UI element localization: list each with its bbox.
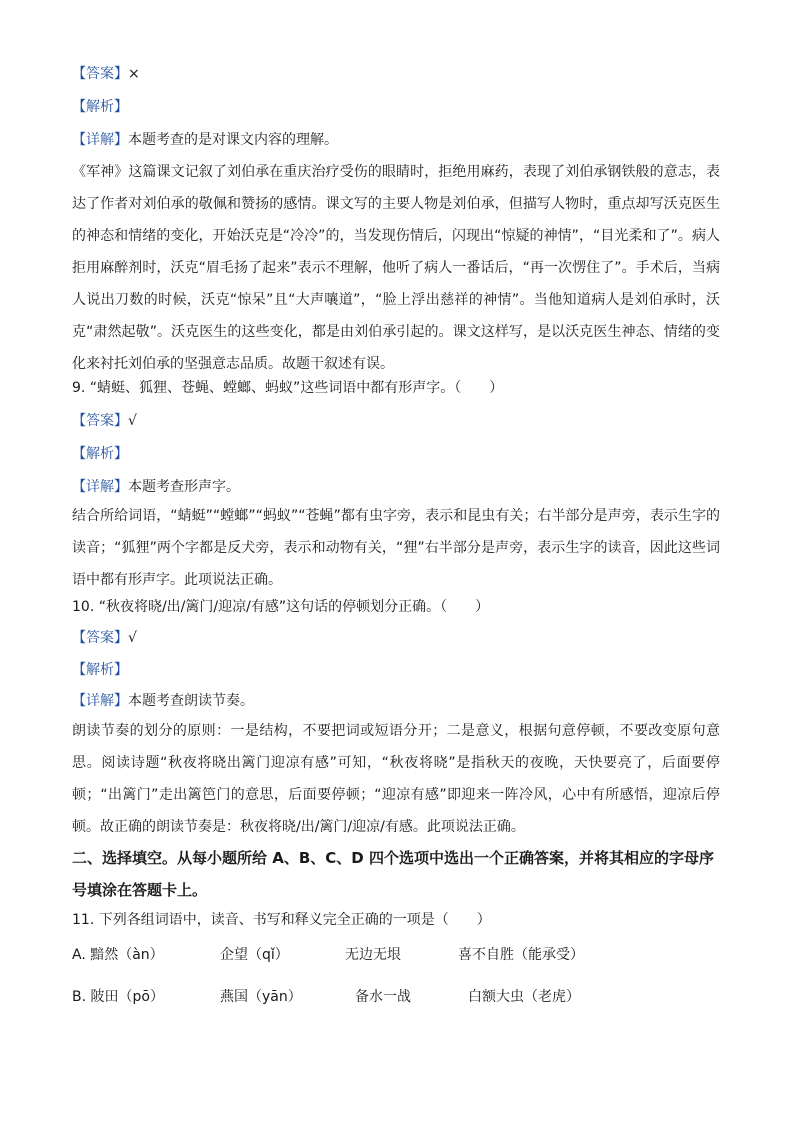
answer-label: 【答案】 bbox=[72, 630, 128, 646]
q10-detail-line bbox=[72, 691, 254, 711]
q9-analysis-label bbox=[72, 444, 128, 464]
q9-answer-line bbox=[72, 411, 137, 431]
q11-question: 11. 下列各组词语中，读音、书写和释义完全正确的一项是（ ） bbox=[72, 912, 491, 928]
q9-explanation: 结合所给词语，“蜻蜓”“螳螂”“蚂蚁”“苍蝇”都有虫字旁，表示和昆虫有关；右半部分是声旁，表示生字的读音；“狐狸”两个字都是反犬旁，表示和动物有关，“狸”右半部分是声旁，表示生字的读音，因此这些词语中都有形声字。此项说法正确。 bbox=[72, 508, 720, 588]
detail-text: 本题考查的是对课文内容的理解。 bbox=[128, 132, 338, 148]
option-a-word-4: 喜不自胜（能承受） bbox=[458, 947, 584, 963]
q8-analysis-label bbox=[72, 97, 128, 117]
option-b-word-3: 备水一战 bbox=[355, 989, 411, 1005]
q9-question: 9. “蜻蜓、狐狸、苍蝇、螳螂、蚂蚁”这些词语中都有形声字。（ ） bbox=[72, 380, 504, 396]
q10-answer-line bbox=[72, 628, 137, 648]
q8-detail-line bbox=[72, 130, 338, 150]
q10-question: 10. “秋夜将晓/出/篱门/迎凉/有感”这句话的停顿划分正确。（ ） bbox=[72, 599, 490, 615]
analysis-label: 【解析】 bbox=[72, 99, 128, 115]
q8-answer-line bbox=[72, 64, 140, 84]
answer-value: × bbox=[128, 66, 140, 82]
option-a-word-2: 企望（qǐ） bbox=[220, 947, 289, 963]
answer-value: √ bbox=[128, 630, 137, 646]
q9-detail-line bbox=[72, 477, 240, 497]
option-a-word-3: 无边无垠 bbox=[345, 947, 401, 963]
option-b-word-4: 白额大虫（老虎） bbox=[468, 989, 580, 1005]
q10-analysis-label bbox=[72, 660, 128, 680]
answer-label: 【答案】 bbox=[72, 413, 128, 429]
q10-explanation: 朗读节奏的划分的原则：一是结构，不要把词或短语分开；二是意义，根据句意停顿，不要改变原句意思。阅读诗题“秋夜将晓出篱门迎凉有感”可知，“秋夜将晓”是指秋天的夜晚，天快要亮了，后面要停顿；“出篱门”走出篱笆门的意思，后面要停顿；“迎凉有感”即迎来一阵冷风，心中有所感悟，迎凉后停顿。故正确的朗读节奏是：秋夜将晓/出/篱门/迎凉/有感。此项说法正确。 bbox=[72, 723, 720, 835]
analysis-label: 【解析】 bbox=[72, 446, 128, 462]
option-b-word-1: B. 陂田（pō） bbox=[72, 989, 164, 1005]
option-a-word-1: A. 黯然（àn） bbox=[72, 947, 164, 963]
answer-value: √ bbox=[128, 413, 137, 429]
option-b-word-2: 燕国（yān） bbox=[220, 989, 302, 1005]
detail-label: 【详解】 bbox=[72, 693, 128, 709]
section-heading: 二、选择填空。从每小题所给 A、B、C、D 四个选项中选出一个正确答案，并将其相应的字母序号填涂在答题卡上。 bbox=[72, 849, 714, 899]
detail-label: 【详解】 bbox=[72, 479, 128, 495]
detail-text: 本题考查朗读节奏。 bbox=[128, 693, 254, 709]
detail-text: 本题考查形声字。 bbox=[128, 479, 240, 495]
answer-label: 【答案】 bbox=[72, 66, 128, 82]
detail-label: 【详解】 bbox=[72, 132, 128, 148]
analysis-label: 【解析】 bbox=[72, 662, 128, 678]
q8-explanation: 《军神》这篇课文记叙了刘伯承在重庆治疗受伤的眼睛时，拒绝用麻药，表现了刘伯承钢铁般的意志，表达了作者对刘伯承的敬佩和赞扬的感情。课文写的主要人物是刘伯承，但描写人物时，重点却写沃克医生的神态和情绪的变化，开始沃克是“冷冷”的，当发现伤情后，闪现出“惊疑的神情”，“目光柔和了”。病人拒用麻醉剂时，沃克“眉毛扬了起来”表示不理解，他听了病人一番话后，“再一次愣住了”。手术后，当病人说出刀数的时候，沃克“惊呆”且“大声嚷道”，“脸上浮出慈祥的神情”。当他知道病人是刘伯承时，沃克“肃然起敬”。沃克医生的这些变化，都是由刘伯承引起的。课文这样写，是以沃克医生神态、情绪的变化来衬托刘伯承的坚强意志品质。故题干叙述有误。 bbox=[72, 164, 720, 372]
